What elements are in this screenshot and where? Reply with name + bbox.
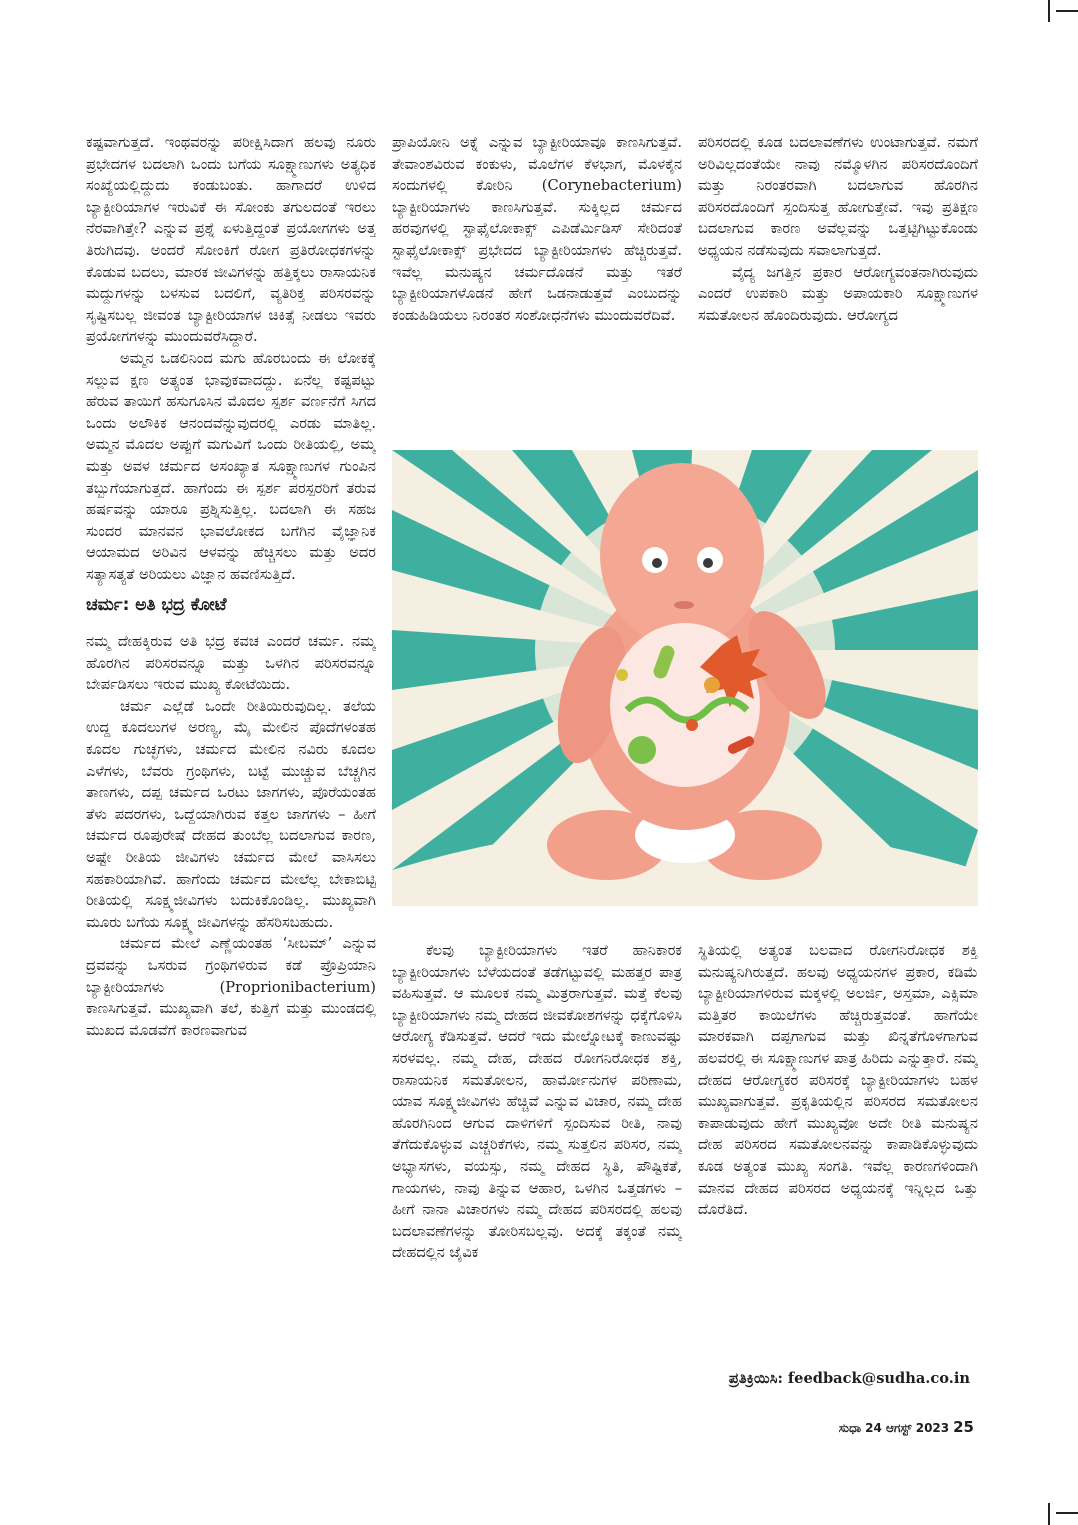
orange-microbe <box>704 677 720 693</box>
illustration-svg <box>392 450 978 906</box>
magazine-issue: ಸುಧಾ 24 ಆಗಸ್ಟ್ 2023 <box>838 1421 950 1435</box>
paragraph: ಚರ್ಮದ ಮೇಲೆ ಎಣ್ಣೆಯಂತಹ ‘ಸೀಬಮ್’ ಎನ್ನುವ ದ್ರವವನ್ನು ಒಸರುವ ಗ್ರಂಥಿಗಳಿರುವ ಕಡೆ ಪ್ರೊಪ್ರಿಯಾನಿ ಬ್ಯಾಕ್ಟೀರಿಯಾಗಳು (Proprionibacterium) ಕಾಣಸಿಗುತ್ತವೆ. ಮುಖ್ಯವಾಗಿ ತಲೆ, ಕುತ್ತಿಗೆ ಮತ್ತು ಮುಂಡದಲ್ಲಿ ಮುಖದ ಮೊಡವೆಗೆ ಕಾರಣವಾಗುವ <box>86 935 376 1039</box>
article-column-2-bottom <box>392 940 682 1400</box>
crop-mark <box>1056 1512 1078 1514</box>
crop-mark <box>1056 10 1078 12</box>
paragraph: ನಮ್ಮ ದೇಹಕ್ಕಿರುವ ಅತಿ ಭದ್ರ ಕವಚ ಎಂದರೆ ಚರ್ಮ. ನಮ್ಮ ಹೊರಗಿನ ಪರಿಸರವನ್ನೂ ಮತ್ತು ಒಳಗಿನ ಪರಿಸರವನ್ನೂ ಬೇರ್ಪಡಿಸಲು ಇರುವ ಮುಖ್ಯ ಕೋಟೆಯಿದು. <box>86 633 376 694</box>
baby-microbes-illustration <box>392 450 978 906</box>
article-column-3-bottom <box>698 940 978 1360</box>
page-number: 25 <box>953 1418 974 1436</box>
article-column-3-top <box>698 132 978 422</box>
baby-mouth <box>674 601 694 609</box>
paragraph: ಪರಿಸರದಲ್ಲಿ ಕೂಡ ಬದಲಾವಣೆಗಳು ಉಂಟಾಗುತ್ತವೆ. ನಮಗೆ ಅರಿವಿಲ್ಲದಂತೆಯೇ ನಾವು ನಮ್ಮೊಳಗಿನ ಪರಿಸರದೊಂದಿಗೆ ಮತ್ತು ನಿರಂತರವಾಗಿ ಬದಲಾಗುವ ಹೊರಗಿನ ಪರಿಸರದೊಂದಿಗೆ ಸ್ಪಂದಿಸುತ್ತ ಹೋಗುತ್ತೇವೆ. ಇವು ಪ್ರತಿಕ್ಷಣ ಬದಲಾಗುವ ಕಾರಣ ಅವೆಲ್ಲವನ್ನು ಒತ್ತಟ್ಟಿಗಿಟ್ಟುಕೊಂಡು ಅಧ್ಯಯನ ನಡೆಸುವುದು ಸವಾಲಾಗುತ್ತದೆ. <box>698 134 978 259</box>
page-footer <box>839 1418 974 1436</box>
crop-mark <box>1048 1503 1050 1525</box>
section-heading: ಚರ್ಮ: ಅತಿ ಭದ್ರ ಕೋಟೆ <box>86 595 227 616</box>
paragraph: ಸ್ಥಿತಿಯಲ್ಲಿ ಅತ್ಯಂತ ಬಲವಾದ ರೋಗನಿರೋಧಕ ಶಕ್ತಿ ಮನುಷ್ಯನಿಗಿರುತ್ತದೆ. ಹಲವು ಅಧ್ಯಯನಗಳ ಪ್ರಕಾರ, ಕಡಿಮೆ ಬ್ಯಾಕ್ಟೀರಿಯಾಗಳಿರುವ ಮಕ್ಕಳಲ್ಲಿ ಅಲರ್ಜಿ, ಅಸ್ತಮಾ, ಎಕ್ಸಿಮಾ ಮತ್ತಿತರ ಕಾಯಿಲೆಗಳು ಹೆಚ್ಚಿರುತ್ತವಂತೆ. ಹಾಗೆಯೇ ಮಾರಕವಾಗಿ ದಪ್ಪಗಾಗುವ ಮತ್ತು ಖಿನ್ನತೆಗೊಳಗಾಗುವ ಹಲವರಲ್ಲಿ ಈ ಸೂಕ್ಷ್ಮಾಣುಗಳ ಪಾತ್ರ ಹಿರಿದು ಎನ್ನುತ್ತಾರೆ. ನಮ್ಮ ದೇಹದ ಆರೋಗ್ಯಕರ ಪರಿಸರಕ್ಕೆ ಬ್ಯಾಕ್ಟೀರಿಯಾಗಳು ಬಹಳ ಮುಖ್ಯವಾಗುತ್ತವೆ. ಪ್ರಕೃತಿಯಲ್ಲಿನ ಪರಿಸರದ ಸಮತೋಲನ ಕಾಪಾಡುವುದು ಹೇಗೆ ಮುಖ್ಯವೋ ಅದೇ ರೀತಿ ಮನುಷ್ಯನ ದೇಹ ಪರಿಸರದ ಸಮತೋಲನವನ್ನು ಕಾಪಾಡಿಕೊಳ್ಳುವುದು ಕೂಡ ಅತ್ಯಂತ ಮುಖ್ಯ ಸಂಗತಿ. ಇವೆಲ್ಲ ಕಾರಣಗಳಿಂದಾಗಿ ಮಾನವ ದೇಹದ ಪರಿಸರದ ಅಧ್ಯಯನಕ್ಕೆ ಇನ್ನಿಲ್ಲದ ಒತ್ತು ದೊರೆತಿದೆ. <box>698 942 978 1219</box>
paragraph: ಕಷ್ಟವಾಗುತ್ತದೆ. ಇಂಥವರನ್ನು ಪರೀಕ್ಷಿಸಿದಾಗ ಹಲವು ನೂರು ಪ್ರಭೇದಗಳ ಬದಲಾಗಿ ಒಂದು ಬಗೆಯ ಸೂಕ್ಷ್ಮಾಣುಗಳು ಅತ್ಯಧಿಕ ಸಂಖ್ಯೆಯಲ್ಲಿದ್ದುದು ಕಂಡುಬಂತು. ಹಾಗಾದರೆ ಉಳಿದ ಬ್ಯಾಕ್ಟೀರಿಯಾಗಳ ಇರುವಿಕೆ ಈ ಸೋಂಕು ತಗುಲದಂತೆ ಇರಲು ನೆರವಾಗಿತ್ತೇ? ಎನ್ನುವ ಪ್ರಶ್ನೆ ಏಳುತ್ತಿದ್ದಂತೆ ಪ್ರಯೋಗಗಳು ಅತ್ತ ತಿರುಗಿದವು. ಅಂದರೆ ಸೋಂಕಿಗೆ ರೋಗ ಪ್ರತಿರೋಧಕಗಳನ್ನು ಕೊಡುವ ಬದಲು, ಮಾರಕ ಜೀವಿಗಳನ್ನು ಹತ್ತಿಕ್ಕಲು ರಾಸಾಯನಿಕ ಮದ್ದುಗಳನ್ನು ಬಳಸುವ ಬದಲಿಗೆ, ವ್ಯತಿರಿಕ್ತ ಪರಿಸರವನ್ನು ಸೃಷ್ಟಿಸಬಲ್ಲ ಜೀವಂತ ಬ್ಯಾಕ್ಟೀರಿಯಾಗಳ ಚಿಕಿತ್ಸೆ ನೀಡಲು ಇವರು ಪ್ರಯೋಗಗಳನ್ನು ಮುಂದುವರೆಸಿದ್ದಾರೆ. <box>86 134 376 346</box>
paragraph: ಚರ್ಮ ಎಲ್ಲೆಡೆ ಒಂದೇ ರೀತಿಯಿರುವುದಿಲ್ಲ. ತಲೆಯ ಉದ್ದ ಕೂದಲುಗಳ ಅರಣ್ಯ, ಮೈ ಮೇಲಿನ ಪೊದೆಗಳಂತಹ ಕೂದಲ ಗುಚ್ಛಗಳು, ಚರ್ಮದ ಮೇಲಿನ ನವಿರು ಕೂದಲ ಎಳೆಗಳು, ಬೆವರು ಗ್ರಂಥಿಗಳು, ಬಟ್ಟೆ ಮುಚ್ಚುವ ಬೆಚ್ಚಗಿನ ತಾಣಗಳು, ದಪ್ಪ ಚರ್ಮದ ಒರಟು ಜಾಗಗಳು, ಪೊರೆಯಂತಹ ತೆಳು ಪದರಗಳು, ಒದ್ದೆಯಾಗಿರುವ ಕತ್ತಲ ಜಾಗಗಳು – ಹೀಗೆ ಚರ್ಮದ ರೂಪುರೇಷೆ ದೇಹದ ತುಂಬೆಲ್ಲ ಬದಲಾಗುವ ಕಾರಣ, ಅಷ್ಟೇ ರೀತಿಯ ಜೀವಿಗಳು ಚರ್ಮದ ಮೇಲೆ ವಾಸಿಸಲು ಸಹಕಾರಿಯಾಗಿವೆ. ಹಾಗೆಂದು ಚರ್ಮದ ಮೇಲೆಲ್ಲ ಬೇಕಾಬಿಟ್ಟಿ ರೀತಿಯಲ್ಲಿ ಸೂಕ್ಷ್ಮಜೀವಿಗಳು ಬದುಕಿಕೊಂಡಿಲ್ಲ. ಮುಖ್ಯವಾಗಿ ಮೂರು ಬಗೆಯ ಸೂಕ್ಷ್ಮ ಜೀವಿಗಳನ್ನು ಹೆಸರಿಸಬಹುದು. <box>86 697 376 931</box>
paragraph: ಅಮ್ಮನ ಒಡಲಿನಿಂದ ಮಗು ಹೊರಬಂದು ಈ ಲೋಕಕ್ಕೆ ಸಲ್ಲುವ ಕ್ಷಣ ಅತ್ಯಂತ ಭಾವುಕವಾದದ್ದು. ಏನೆಲ್ಲ ಕಷ್ಟಪಟ್ಟು ಹೆರುವ ತಾಯಿಗೆ ಹಸುಗೂಸಿನ ಮೊದಲ ಸ್ಪರ್ಶ ವರ್ಣನೆಗೆ ಸಿಗದ ಒಂದು ಅಲೌಕಿಕ ಆನಂದವೆನ್ನುವುದರಲ್ಲಿ ಎರಡು ಮಾತಿಲ್ಲ. ಅಮ್ಮನ ಮೊದಲ ಅಪ್ಪುಗೆ ಮಗುವಿಗೆ ಒಂದು ರೀತಿಯಲ್ಲಿ, ಅಮ್ಮ ಮತ್ತು ಅವಳ ಚರ್ಮದ ಅಸಂಖ್ಯಾತ ಸೂಕ್ಷ್ಮಾಣುಗಳ ಗುಂಪಿನ ತಬ್ಬುಗೆಯಾಗುತ್ತದೆ. ಹಾಗೆಂದು ಈ ಸ್ಪರ್ಶ ಪರಸ್ಪರರಿಗೆ ತರುವ ಹರ್ಷವನ್ನು ಯಾರೂ ಪ್ರಶ್ನಿಸುತ್ತಿಲ್ಲ. ಬದಲಾಗಿ ಈ ಸಹಜ ಸುಂದರ ಮಾನವನ ಭಾವಲೋಕದ ಬಗೆಗಿನ ವೈಜ್ಞಾನಿಕ ಆಯಾಮದ ಅರಿವಿನ ಆಳವನ್ನು ಹೆಚ್ಚಿಸಲು ಮತ್ತು ಅದರ ಸತ್ಯಾಸತ್ಯತೆ ಅರಿಯಲು ವಿಜ್ಞಾನ ಹವಣಿಸುತ್ತಿದೆ. <box>86 349 376 583</box>
feedback-line: ಪ್ರತಿಕ್ರಿಯಿಸಿ: feedback@sudha.co.in <box>728 1370 970 1387</box>
crop-mark <box>1048 0 1050 22</box>
article-column-1 <box>86 132 376 1402</box>
baby-head <box>600 463 764 647</box>
paragraph: ಕೆಲವು ಬ್ಯಾಕ್ಟೀರಿಯಾಗಳು ಇತರೆ ಹಾನಿಕಾರಕ ಬ್ಯಾಕ್ಟೀರಿಯಾಗಳು ಬೆಳೆಯದಂತೆ ತಡೆಗಟ್ಟುವಲ್ಲಿ ಮಹತ್ತರ ಪಾತ್ರ ವಹಿಸುತ್ತವೆ. ಆ ಮೂಲಕ ನಮ್ಮ ಮಿತ್ರರಾಗುತ್ತವೆ. ಮತ್ತೆ ಕೆಲವು ಬ್ಯಾಕ್ಟೀರಿಯಾಗಳು ನಮ್ಮ ದೇಹದ ಜೀವಕೋಶಗಳನ್ನು ಧಕ್ಕೆಗೊಳಿಸಿ ಆರೋಗ್ಯ ಕೆಡಿಸುತ್ತವೆ. ಆದರೆ ಇದು ಮೇಲ್ನೋಟಕ್ಕೆ ಕಾಣುವಷ್ಟು ಸರಳವಲ್ಲ. ನಮ್ಮ ದೇಹ, ದೇಹದ ರೋಗನಿರೋಧಕ ಶಕ್ತಿ, ರಾಸಾಯನಿಕ ಸಮತೋಲನ, ಹಾರ್ಮೋನುಗಳ ಪರಿಣಾಮ, ಯಾವ ಸೂಕ್ಷ್ಮಜೀವಿಗಳು ಹೆಚ್ಚಿವೆ ಎನ್ನುವ ವಿಚಾರ, ನಮ್ಮ ದೇಹ ಹೊರಗಿನಿಂದ ಆಗುವ ದಾಳಿಗಳಿಗೆ ಸ್ಪಂದಿಸುವ ರೀತಿ, ನಾವು ತೆಗೆದುಕೊಳ್ಳುವ ಎಚ್ಚರಿಕೆಗಳು, ನಮ್ಮ ಸುತ್ತಲಿನ ಪರಿಸರ, ನಮ್ಮ ಅಭ್ಯಾಸಗಳು, ವಯಸ್ಸು, ನಮ್ಮ ದೇಹದ ಸ್ಥಿತಿ, ಪೌಷ್ಟಿಕತೆ, ಗಾಯಗಳು, ನಾವು ತಿನ್ನುವ ಆಹಾರ, ಒಳಗಿನ ಒತ್ತಡಗಳು – ಹೀಗೆ ನಾನಾ ವಿಚಾರಗಳು ನಮ್ಮ ದೇಹದ ಪರಿಸರದಲ್ಲಿ ಹಲವು ಬದಲಾವಣೆಗಳನ್ನು ತೋರಿಸಬಲ್ಲವು. ಅದಕ್ಕೆ ತಕ್ಕಂತೆ ನಮ್ಮ ದೇಹದಲ್ಲಿನ ಜೈವಿಕ <box>392 942 682 1262</box>
article-column-2-top <box>392 132 682 422</box>
virus-microbe <box>628 736 656 764</box>
paragraph: ವೈದ್ಯ ಜಗತ್ತಿನ ಪ್ರಕಾರ ಆರೋಗ್ಯವಂತನಾಗಿರುವುದು ಎಂದರೆ ಉಪಕಾರಿ ಮತ್ತು ಅಪಾಯಕಾರಿ ಸೂಕ್ಷ್ಮಾಣುಗಳ ಸಮತೋಲನ ಹೊಂದಿರುವುದು. ಆರೋಗ್ಯದ <box>698 263 978 324</box>
paragraph: ಪ್ರಾಪಿಯೋನಿ ಅಕ್ನೆ ಎನ್ನುವ ಬ್ಯಾಕ್ಟೀರಿಯಾವೂ ಕಾಣಸಿಗುತ್ತವೆ. ತೇವಾಂಶವಿರುವ ಕಂಕುಳು, ಮೊಲೆಗಳ ಕೆಳಭಾಗ, ಮೊಳಕೈನ ಸಂದುಗಳಲ್ಲಿ ಕೋರಿನಿ (Corynebacterium) ಬ್ಯಾಕ್ಟೀರಿಯಾಗಳು ಕಾಣಸಿಗುತ್ತವೆ. ಸುಕ್ಕಿಲ್ಲದ ಚರ್ಮದ ಹರವುಗಳಲ್ಲಿ ಸ್ಟಾಫೈಲೋಕಾಕ್ಸ್ ಎಪಿಡೆರ್ಮಿಡಿಸ್ ಸೇರಿದಂತೆ ಸ್ಟಾಫೈಲೋಕಾಕ್ಸ್ ಪ್ರಭೇದದ ಬ್ಯಾಕ್ಟೀರಿಯಾಗಳು ಹೆಚ್ಚಿರುತ್ತವೆ. ಇವೆಲ್ಲ ಮನುಷ್ಯನ ಚರ್ಮದೊಡನೆ ಮತ್ತು ಇತರೆ ಬ್ಯಾಕ್ಟೀರಿಯಾಗಳೊಡನೆ ಹೇಗೆ ಒಡನಾಡುತ್ತವೆ ಎಂಬುದನ್ನು ಕಂಡುಹಿಡಿಯಲು ನಿರಂತರ ಸಂಶೋಧನೆಗಳು ಮುಂದುವರೆದಿವೆ. <box>392 134 682 324</box>
